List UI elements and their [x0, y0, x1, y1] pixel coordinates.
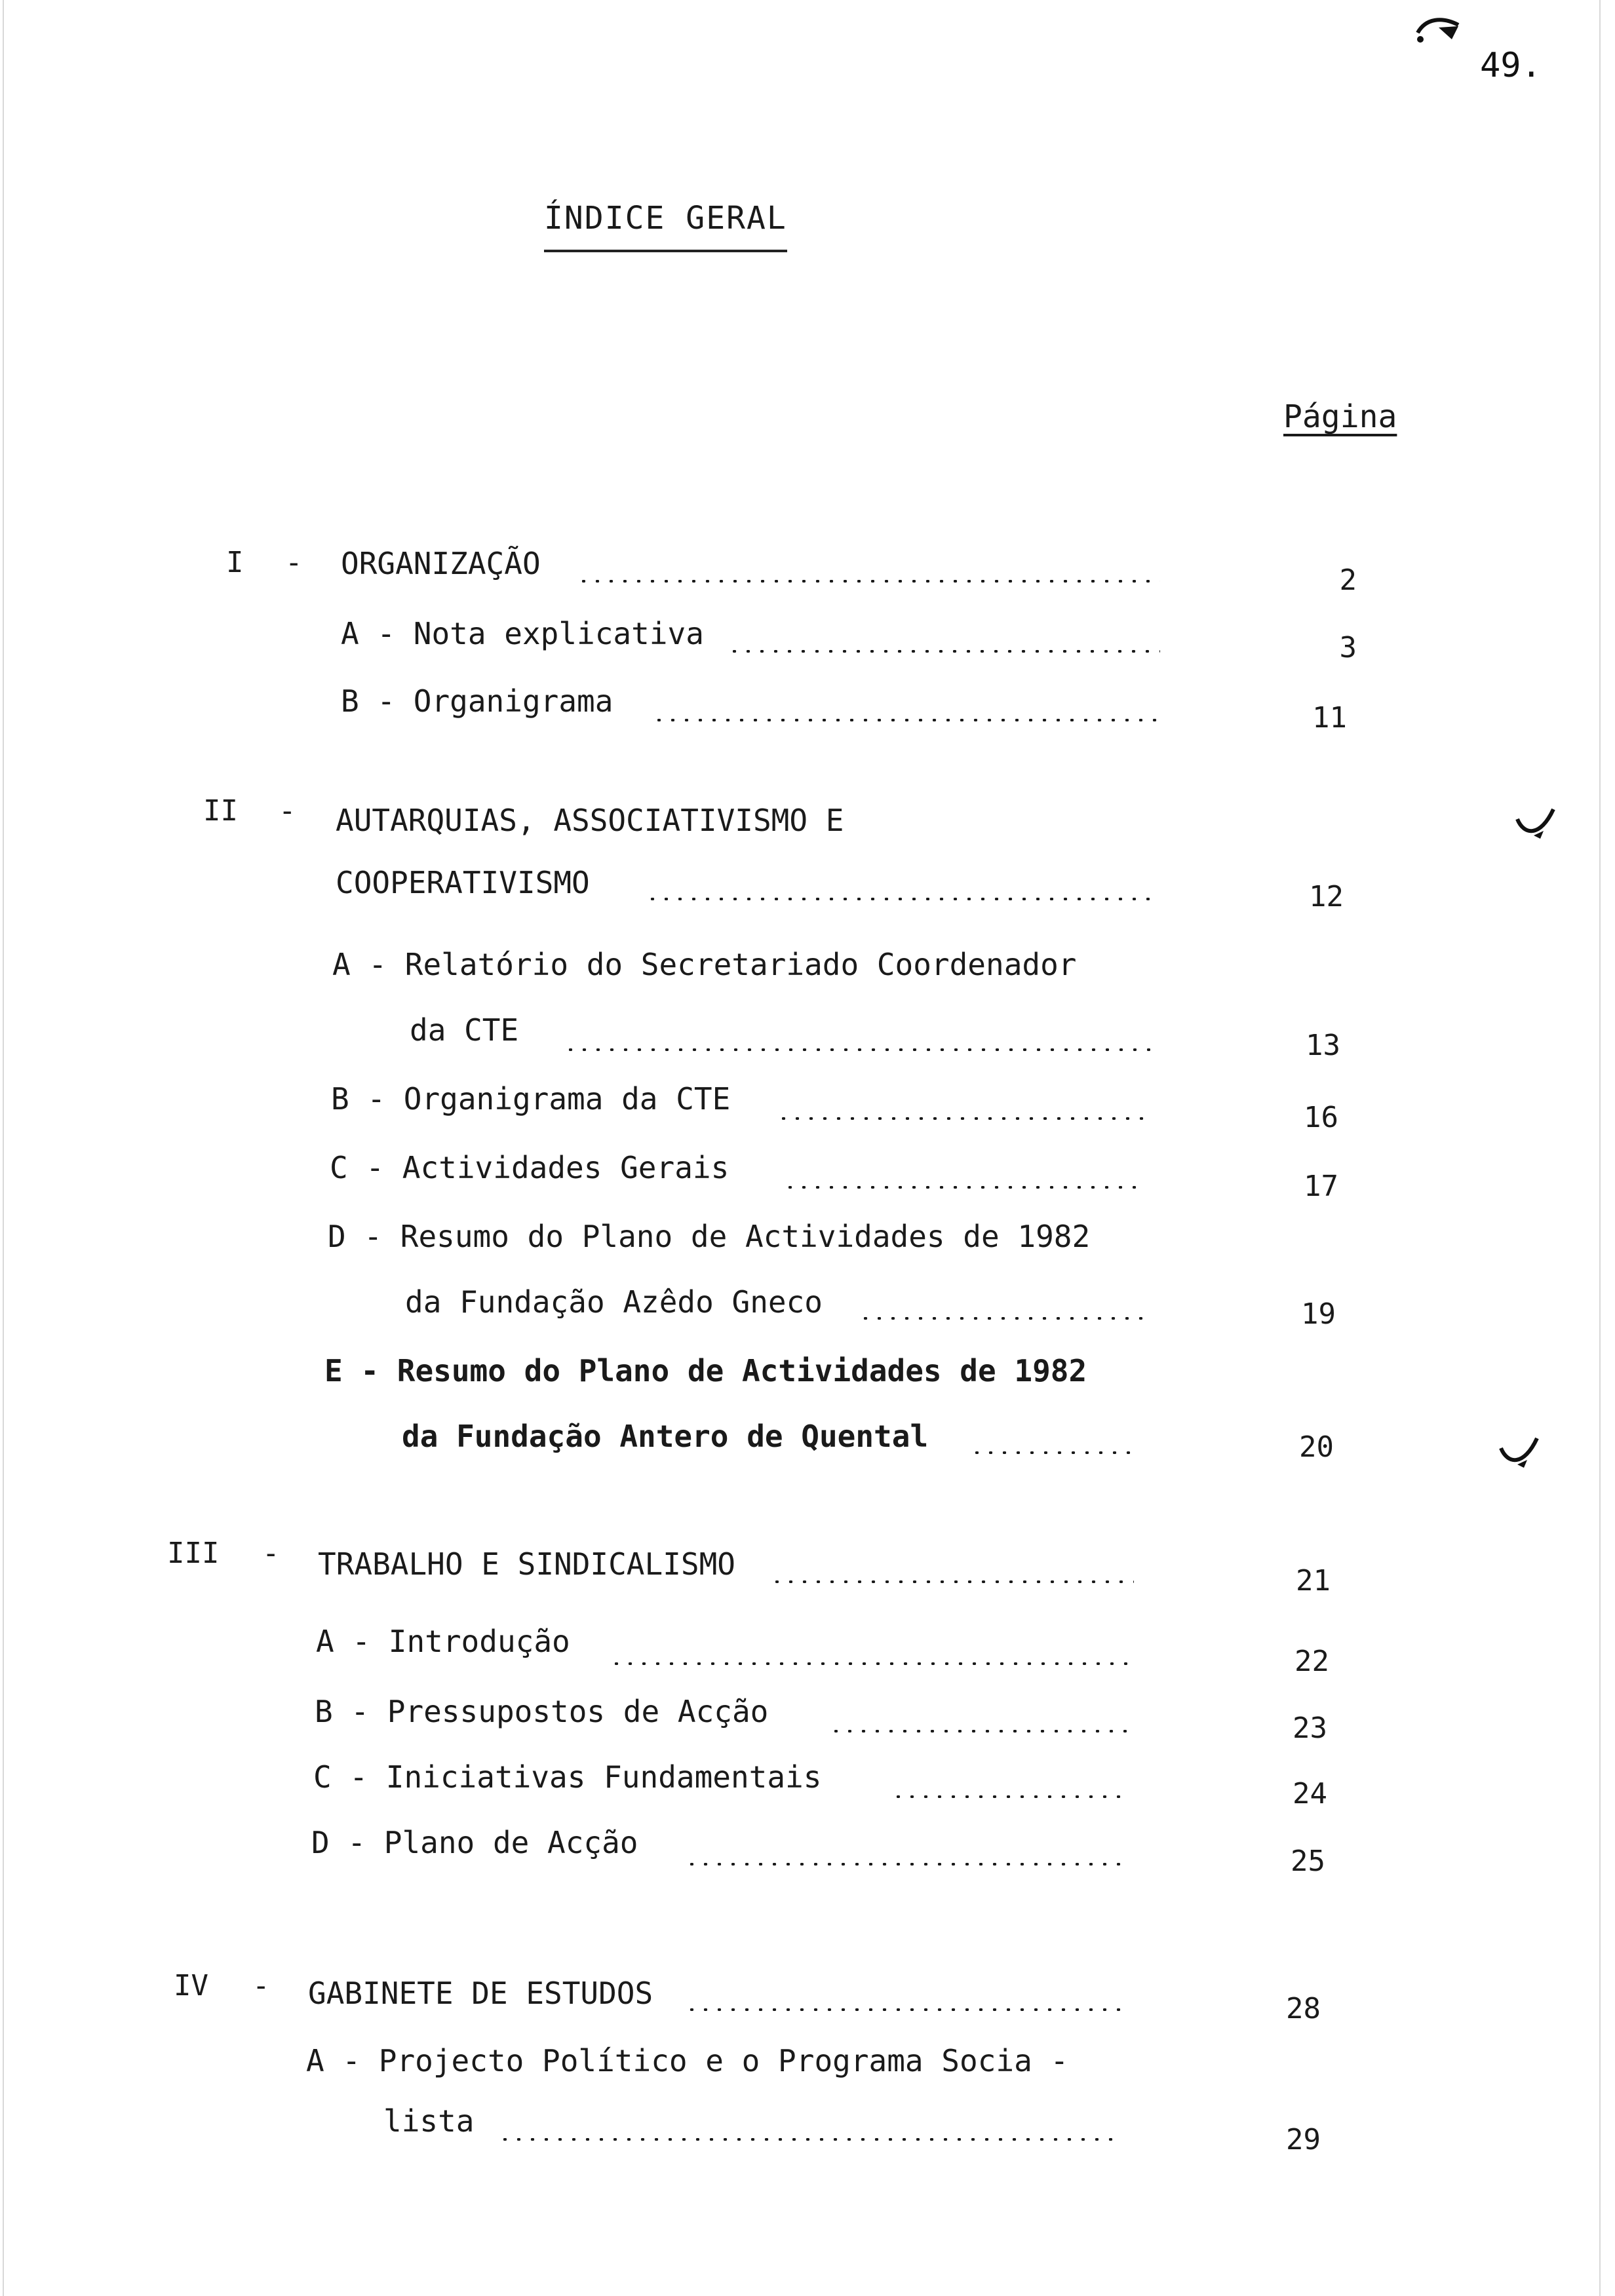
- leader-dots: [777, 1117, 1147, 1120]
- toc-item: E - Resumo do Plano de Actividades de 1982: [324, 1353, 1087, 1388]
- page-title: ÍNDICE GERAL: [544, 200, 787, 252]
- leader-dots: [652, 719, 1157, 721]
- toc-item-continuation: lista: [383, 2103, 475, 2139]
- leader-dots: [770, 1580, 1134, 1583]
- section-dash: -: [262, 1537, 280, 1570]
- leader-dots: [859, 1317, 1144, 1320]
- toc-item: C - Iniciativas Fundamentais: [313, 1759, 822, 1795]
- toc-item: D - Resumo do Plano de Actividades de 1982: [328, 1219, 1091, 1254]
- checkmark-icon: [1514, 806, 1560, 845]
- page-ref: 3: [1339, 631, 1357, 664]
- section-dash: -: [285, 546, 303, 579]
- page-ref: 23: [1293, 1712, 1327, 1745]
- leader-dots: [829, 1730, 1131, 1732]
- toc-item-continuation: da Fundação Azêdo Gneco: [405, 1284, 823, 1320]
- toc-item: B - Organigrama da CTE: [331, 1081, 731, 1117]
- toc-item-continuation: da CTE: [410, 1012, 519, 1048]
- page-ref: 11: [1312, 701, 1347, 735]
- section-numeral: II: [203, 794, 238, 828]
- toc-item-continuation: da Fundação Antero de Quental: [402, 1419, 929, 1454]
- section-title-line: AUTARQUIAS, ASSOCIATIVISMO E: [336, 803, 844, 838]
- page-column-header: Página: [1283, 398, 1397, 435]
- leader-dots: [685, 2008, 1124, 2011]
- page-ref: 19: [1301, 1297, 1336, 1331]
- page-ref: 28: [1286, 1992, 1321, 2025]
- toc-item: C - Actividades Gerais: [330, 1150, 730, 1185]
- page-ref: 22: [1294, 1645, 1329, 1678]
- toc-item: B - Organigrama: [341, 683, 613, 719]
- page-number: 49.: [1480, 46, 1542, 85]
- toc-item: A - Nota explicativa: [341, 616, 704, 651]
- page-ref: 17: [1304, 1170, 1338, 1203]
- toc-item: D - Plano de Acção: [311, 1825, 638, 1860]
- page-ref: 2: [1339, 564, 1357, 597]
- leader-dots: [970, 1451, 1137, 1454]
- scan-edge-right: [1599, 0, 1601, 2296]
- section-numeral: I: [226, 546, 244, 579]
- section-title: GABINETE DE ESTUDOS: [308, 1976, 653, 2011]
- leader-dots: [564, 1048, 1150, 1051]
- page-ref: 29: [1286, 2123, 1321, 2156]
- leader-dots: [728, 650, 1160, 653]
- section-title: ORGANIZAÇÃO: [341, 546, 541, 581]
- page-ref: 21: [1296, 1564, 1331, 1598]
- leader-dots: [498, 2138, 1121, 2141]
- page-ref: 16: [1304, 1101, 1338, 1134]
- section-numeral: III: [167, 1537, 220, 1570]
- section-numeral: IV: [174, 1969, 208, 2002]
- section-title: TRABALHO E SINDICALISMO: [318, 1546, 735, 1582]
- leader-dots: [577, 580, 1160, 583]
- page-ref: 12: [1309, 880, 1344, 913]
- handwritten-mark-icon: [1412, 13, 1471, 49]
- scan-edge-left: [3, 0, 4, 2296]
- section-dash: -: [252, 1969, 270, 2002]
- leader-dots: [685, 1863, 1127, 1866]
- leader-dots: [783, 1186, 1144, 1189]
- section-title: COOPERATIVISMO: [336, 865, 590, 900]
- toc-item: A - Introdução: [316, 1624, 570, 1659]
- leader-dots: [610, 1662, 1131, 1665]
- toc-item: A - Projecto Político e o Programa Socia -: [306, 2043, 1069, 2078]
- leader-dots: [891, 1795, 1127, 1798]
- toc-item: A - Relatório do Secretariado Coordenador: [332, 947, 1077, 982]
- page-ref: 13: [1306, 1029, 1340, 1062]
- page-ref: 24: [1293, 1777, 1327, 1810]
- leader-dots: [646, 898, 1150, 900]
- section-dash: -: [279, 794, 296, 828]
- page-ref: 25: [1291, 1845, 1325, 1878]
- toc-item: B - Pressupostos de Acção: [315, 1694, 769, 1729]
- checkmark-icon: [1498, 1435, 1544, 1474]
- page-ref: 20: [1299, 1430, 1334, 1464]
